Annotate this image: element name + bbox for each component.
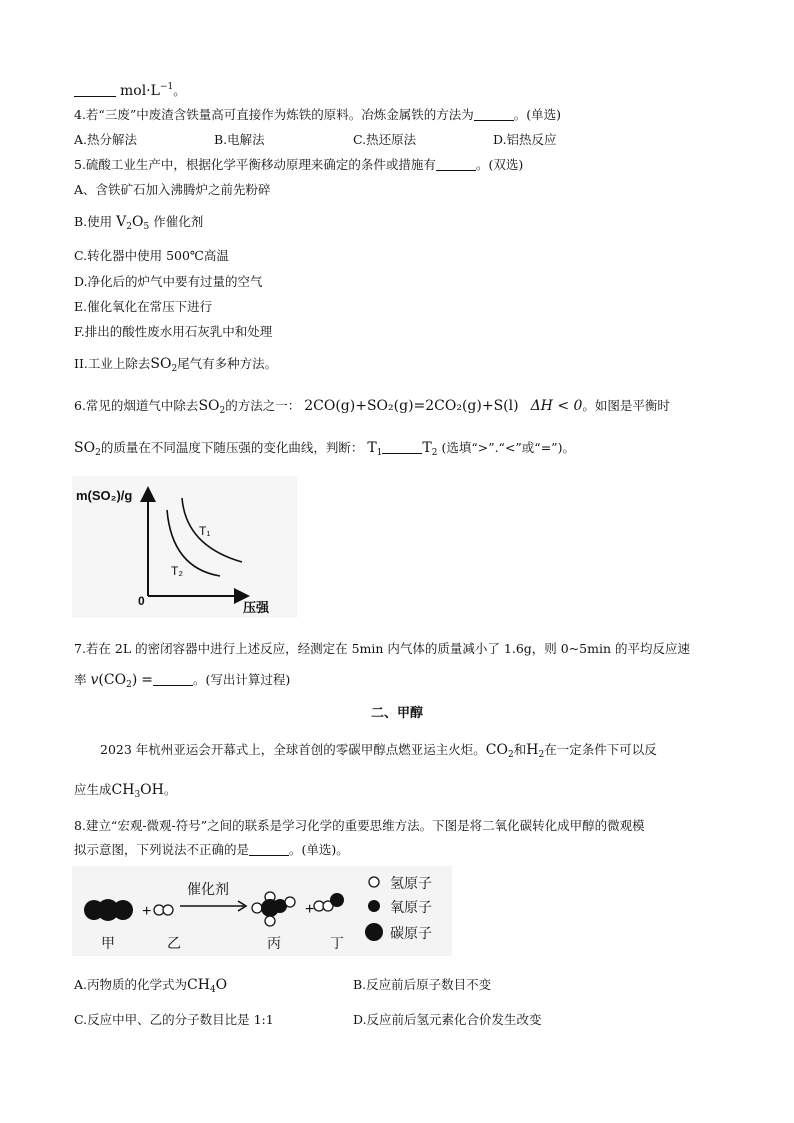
co-symbol: CO — [103, 672, 127, 688]
and-text: 和 — [513, 742, 527, 757]
q3-answer-line — [74, 78, 186, 100]
answer-blank[interactable] — [249, 841, 289, 856]
o-symbol: O — [132, 214, 144, 230]
q7-stem-line1: 7.若在 2L 的密闭容器中进行上述反应，经测定在 5min 内气体的质量减小了 1.6g，则 0~5min 的平均反应速 — [74, 641, 691, 656]
q6-line2-text: 的质量在不同温度下随压强的变化曲线，判断： — [100, 440, 364, 455]
q7-stem-line2 — [74, 671, 290, 694]
q5-tail: 。(双选) — [475, 157, 524, 172]
q3-unit: mol·L — [119, 83, 160, 99]
section-ii-intro — [74, 355, 277, 378]
q7-tail: 。(写出计算过程) — [193, 672, 291, 687]
legend-oxygen: 氧原子 — [390, 900, 432, 916]
ch4o-formula — [187, 977, 227, 993]
q5-stem-text: 5.硫酸工业生产中，根据化学平衡移动原理来确定的条件或措施有 — [74, 157, 436, 172]
q8-option-d[interactable]: D.反应前后氢元素化合价发生改变 — [353, 1012, 542, 1027]
q8-line2-pre: 拟示意图，下列说法不正确的是 — [74, 842, 250, 857]
rate-symbol: v — [90, 672, 99, 688]
legend-carbon-icon — [365, 923, 383, 941]
o-subscript: 5 — [143, 222, 150, 232]
section-ii-pre: II.工业上除去 — [74, 356, 151, 371]
so2-formula — [198, 398, 225, 414]
graph-x-label: 压强 — [243, 600, 270, 615]
t-letter: T — [422, 440, 432, 456]
q5-option-a[interactable]: A、含铁矿石加入沸腾炉之前先粉碎 — [74, 182, 271, 197]
intro-tail: 在一定条件下可以反 — [544, 742, 657, 757]
t1-subscript: 1 — [376, 448, 383, 458]
section-ii-post: 尾气有多种方法。 — [177, 356, 278, 371]
q4-tail: 。(单选) — [513, 107, 561, 122]
label-bing: 丙 — [267, 936, 281, 952]
q4-option-a[interactable]: A.热分解法 — [74, 132, 138, 147]
q6-stem1: 6.常见的烟道气中除去 — [74, 398, 199, 413]
v-subscript: 2 — [126, 222, 133, 232]
legend-hydrogen-icon — [369, 877, 379, 887]
label-ding: 丁 — [330, 936, 344, 952]
so2-subscript: 2 — [95, 448, 101, 458]
q5-option-c[interactable]: C.转化器中使用 500℃高温 — [74, 248, 229, 263]
intro-text: 2023 年杭州亚运会开幕式上，全球首创的零碳甲醇点燃亚运主火炬。 — [100, 742, 486, 757]
molecule-reaction-diagram — [72, 866, 452, 956]
co2-formula — [486, 742, 514, 758]
reaction-equation: 2CO(g)+SO₂(g)=2CO₂(g)+S(l) — [304, 398, 519, 414]
section2-intro-line1 — [100, 741, 657, 764]
q5-option-b[interactable] — [74, 213, 203, 236]
q4-option-b[interactable]: B.电解法 — [214, 132, 265, 147]
so2-subscript: 2 — [219, 406, 226, 416]
v-symbol: V — [116, 214, 127, 230]
legend-hydrogen: 氢原子 — [390, 876, 432, 892]
answer-blank[interactable] — [74, 82, 116, 97]
curve-t2-label: T₂ — [171, 564, 183, 578]
so2-formula — [74, 440, 101, 456]
ch4o-subscript: 4 — [209, 985, 216, 995]
h2-subscript: 2 — [538, 750, 545, 760]
catalyst-label: 催化剂 — [187, 882, 229, 898]
q8-stem-line1: 8.建立“宏观-微观-符号”之间的联系是学习化学的重要思维方法。下图是将二氧化碳转化成甲醇的微观模 — [74, 818, 645, 833]
answer-blank[interactable] — [436, 156, 476, 171]
legend-carbon: 碳原子 — [390, 926, 432, 942]
section2-intro-line2 — [74, 781, 176, 804]
q6-stem2: 的方法之一： — [225, 398, 301, 413]
q8-line2-tail: 。(单选)。 — [289, 842, 349, 857]
graph-origin: 0 — [138, 594, 145, 608]
t-letter: T — [367, 440, 377, 456]
section-title-methanol: 二、甲醇 — [370, 706, 423, 721]
q6-stem-line2 — [74, 439, 575, 462]
q5-option-b-post: 作催化剂 — [153, 214, 204, 229]
co2-subscript: 2 — [508, 750, 514, 760]
t1-symbol — [367, 440, 382, 456]
intro2-pre: 应生成 — [74, 782, 112, 797]
plus-sign: + — [305, 901, 315, 918]
graph-y-label: m(SO₂)/g — [76, 488, 133, 503]
legend-oxygen-icon — [368, 900, 380, 912]
so2-formula — [150, 356, 177, 372]
ch-symbol: CH — [187, 977, 210, 993]
enthalpy-condition: ΔH < 0 — [530, 398, 583, 414]
co2-paren-formula: $(CO_2)$ — [98, 672, 138, 690]
q6-stem-line1 — [74, 397, 670, 420]
t2-symbol — [422, 440, 437, 456]
answer-blank[interactable] — [474, 106, 514, 121]
oh-symbol: OH — [140, 782, 164, 798]
q8-option-a-pre: A.丙物质的化学式为 — [74, 977, 188, 992]
q8-option-b[interactable]: B.反应前后原子数目不变 — [353, 977, 492, 992]
o-symbol: O — [215, 977, 228, 993]
curve-t1-label: T₁ — [199, 524, 211, 538]
plus-sign: + — [142, 903, 152, 920]
v2o5-formula — [116, 214, 149, 230]
q8-option-c[interactable]: C.反应中甲、乙的分子数目比是 1:1 — [74, 1012, 274, 1027]
q6-choice-hint: (选填“>”.“<”或“=”)。 — [441, 440, 575, 455]
label-yi: 乙 — [167, 936, 181, 952]
q3-unit-exponent: −1 — [159, 82, 174, 92]
q8-stem-line2 — [74, 841, 349, 859]
so2-pressure-graph — [72, 476, 297, 618]
ch3oh-subscript: 3 — [134, 790, 141, 800]
so-symbol: SO — [150, 356, 172, 372]
h-symbol: H — [526, 742, 539, 758]
co2-subscript: 2 — [126, 680, 132, 690]
q4-stem-text: 4.若“三废”中废渣含铁量高可直接作为炼铁的原料。冶炼金属铁的方法为 — [74, 107, 474, 122]
ch3oh-formula — [112, 782, 164, 798]
q5-stem — [74, 156, 523, 174]
answer-blank[interactable] — [153, 671, 193, 686]
q8-option-a[interactable] — [74, 976, 227, 999]
so-symbol: SO — [198, 398, 220, 414]
q5-option-e[interactable]: E.催化氧化在常压下进行 — [74, 299, 213, 314]
q4-stem — [74, 106, 561, 124]
intro2-end: 。 — [163, 782, 177, 797]
ch-symbol: CH — [111, 782, 135, 798]
answer-blank[interactable] — [382, 439, 422, 454]
q5-option-b-pre: B.使用 — [74, 214, 113, 229]
q7-line2-pre: 率 — [74, 672, 87, 687]
q4-option-d[interactable]: D.铝热反应 — [493, 132, 557, 147]
h2-formula — [526, 742, 544, 758]
equals-sign: = — [141, 672, 154, 688]
co-symbol: CO — [485, 742, 508, 758]
q5-option-f[interactable]: F.排出的酸性废水用石灰乳中和处理 — [74, 324, 273, 339]
t2-subscript: 2 — [431, 448, 438, 458]
q6-stem3: 。如图是平衡时 — [582, 398, 670, 413]
q3-end: 。 — [173, 83, 186, 98]
molecule-jia — [84, 899, 133, 921]
q4-option-c[interactable]: C.热还原法 — [353, 132, 417, 147]
q5-option-d[interactable]: D.净化后的炉气中要有过量的空气 — [74, 274, 263, 289]
label-jia: 甲 — [101, 936, 115, 952]
so2-subscript: 2 — [171, 364, 178, 374]
so-symbol: SO — [74, 440, 96, 456]
